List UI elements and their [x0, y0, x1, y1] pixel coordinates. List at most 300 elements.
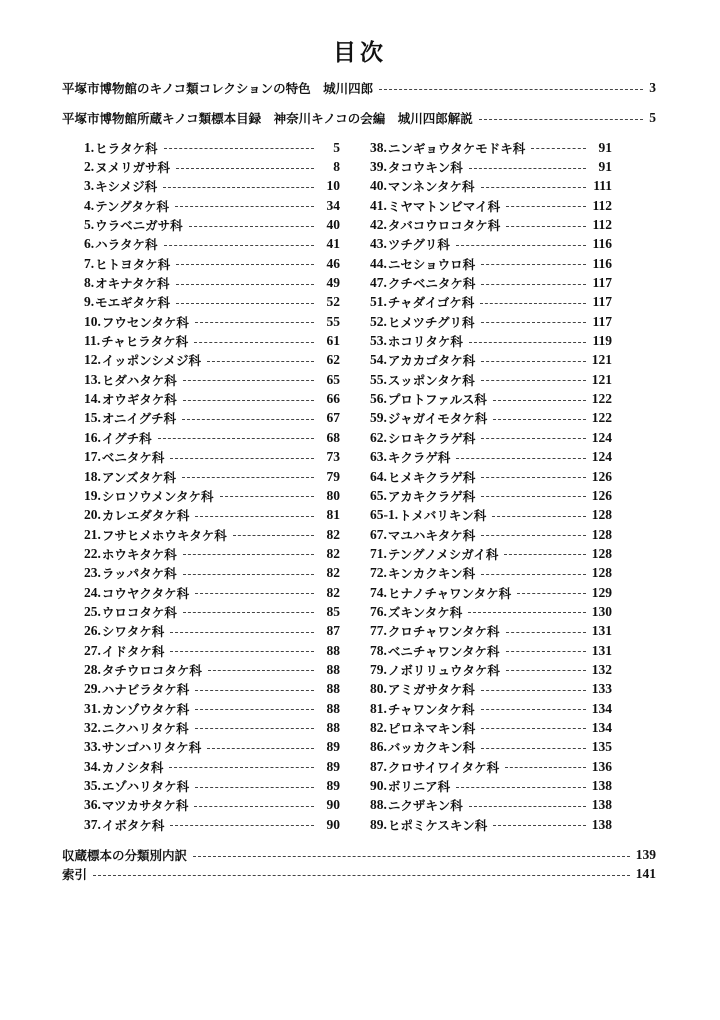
toc-family-row[interactable]	[370, 351, 612, 370]
family-page: 88	[326, 642, 340, 658]
toc-family-row[interactable]	[84, 351, 340, 370]
toc-family-row[interactable]	[84, 544, 340, 563]
family-page: 134	[591, 700, 612, 716]
family-number: 22.	[84, 545, 101, 561]
family-page: 89	[326, 758, 340, 774]
family-name: タコウキン科	[387, 160, 463, 176]
family-page: 119	[592, 333, 612, 349]
family-number: 80.	[370, 681, 387, 697]
family-name: キンカクキン科	[387, 566, 476, 582]
toc-family-row[interactable]	[84, 622, 340, 641]
family-name: イッポンシメジ科	[101, 353, 201, 369]
family-page: 73	[326, 449, 340, 465]
family-number: 55.	[370, 371, 387, 387]
family-number: 3.	[84, 178, 95, 194]
toc-family-row[interactable]	[84, 699, 340, 718]
toc-family-row[interactable]	[370, 776, 612, 795]
dot-leader	[379, 89, 643, 90]
family-number: 44.	[370, 255, 387, 271]
family-name: クチベニタケ科	[387, 276, 476, 292]
family-name: キクラゲ科	[387, 450, 451, 466]
family-page: 79	[326, 468, 340, 484]
family-page: 128	[591, 526, 612, 542]
family-page: 128	[591, 507, 612, 523]
family-number: 65.	[370, 487, 387, 503]
family-page: 91	[598, 139, 612, 155]
toc-family-row[interactable]	[370, 370, 612, 389]
dot-leader	[195, 322, 314, 323]
family-name: ウラベニガサ科	[95, 218, 183, 234]
family-name: イグチ科	[101, 430, 152, 446]
family-name: オキナタケ科	[95, 276, 170, 292]
dot-leader	[207, 748, 314, 749]
family-number: 16.	[84, 429, 101, 445]
toc-family-row[interactable]	[370, 331, 612, 350]
family-number: 17.	[84, 449, 101, 465]
family-page: 124	[591, 429, 612, 445]
family-number: 43.	[370, 236, 387, 252]
toc-family-row[interactable]	[370, 448, 612, 467]
toc-family-row[interactable]	[370, 525, 612, 544]
toc-family-row[interactable]	[84, 486, 340, 505]
dot-leader	[481, 322, 586, 323]
family-page: 88	[326, 719, 340, 735]
family-page: 134	[591, 719, 612, 735]
toc-entry-page: 139	[635, 847, 656, 862]
family-number: 77.	[370, 623, 387, 639]
dot-leader	[163, 187, 314, 188]
family-name: ツチグリ科	[387, 237, 450, 253]
family-page: 117	[592, 313, 612, 329]
toc-entry-page: 141	[635, 866, 656, 881]
dot-leader	[481, 748, 585, 749]
dot-leader	[193, 856, 630, 857]
family-name: イボタケ科	[101, 817, 165, 833]
family-page: 135	[591, 739, 612, 755]
dot-leader	[169, 767, 314, 768]
family-number: 37.	[84, 816, 101, 832]
toc-family-row[interactable]	[370, 293, 612, 312]
toc-entry-classification-breakdown[interactable]	[62, 845, 656, 865]
family-number: 27.	[84, 642, 101, 658]
family-page: 129	[591, 584, 612, 600]
toc-family-row[interactable]	[370, 157, 612, 176]
family-page: 122	[591, 391, 612, 407]
family-number: 8.	[84, 275, 95, 291]
family-name: カレエダタケ科	[101, 508, 190, 524]
dot-leader	[493, 419, 585, 420]
toc-family-row[interactable]	[84, 138, 340, 157]
toc-family-row[interactable]	[370, 641, 612, 660]
toc-family-row[interactable]	[84, 660, 340, 679]
toc-family-row[interactable]	[84, 273, 340, 292]
toc-family-row[interactable]	[370, 409, 612, 428]
toc-entry-page: 3	[649, 80, 656, 95]
toc-family-row[interactable]	[370, 138, 612, 157]
toc-family-row[interactable]	[370, 796, 612, 815]
toc-family-row[interactable]	[370, 467, 612, 486]
dot-leader	[195, 516, 314, 517]
family-number: 82.	[370, 719, 387, 735]
family-number: 88.	[370, 797, 387, 813]
family-number: 15.	[84, 410, 101, 426]
family-number: 67.	[370, 526, 387, 542]
family-page: 112	[592, 197, 612, 213]
family-name: クロサイワイタケ科	[387, 759, 500, 775]
toc-family-row[interactable]	[84, 157, 340, 176]
family-name: サンゴハリタケ科	[101, 740, 202, 756]
toc-family-row[interactable]	[84, 312, 340, 331]
toc-family-row[interactable]	[84, 583, 340, 602]
family-number: 74.	[370, 584, 387, 600]
toc-family-row[interactable]	[84, 680, 340, 699]
family-name: マツカサタケ科	[101, 798, 189, 814]
family-number: 72.	[370, 565, 387, 581]
family-name: スッポンタケ科	[387, 372, 475, 388]
dot-leader	[469, 806, 586, 807]
family-name: ズキンタケ科	[387, 604, 463, 620]
family-number: 42.	[370, 217, 387, 233]
toc-family-row[interactable]	[84, 409, 340, 428]
family-name: タバコウロコタケ科	[387, 218, 501, 234]
family-number: 5.	[84, 217, 95, 233]
toc-family-row[interactable]	[370, 215, 612, 234]
family-number: 31.	[84, 700, 101, 716]
dot-leader	[170, 632, 314, 633]
toc-family-row[interactable]	[370, 815, 612, 834]
dot-leader	[183, 554, 314, 555]
family-page: 87	[326, 623, 340, 639]
family-name: プロトファルス科	[387, 392, 487, 408]
toc-family-row[interactable]	[370, 196, 612, 215]
dot-leader	[517, 593, 586, 594]
dot-leader	[176, 303, 314, 304]
family-name: アンズタケ科	[101, 469, 177, 485]
toc-family-row[interactable]	[84, 428, 340, 447]
family-page: 117	[592, 275, 612, 291]
family-page: 40	[326, 217, 340, 233]
toc-family-row[interactable]	[370, 718, 612, 737]
dot-leader	[182, 477, 314, 478]
family-number: 11.	[84, 333, 101, 349]
toc-family-row[interactable]	[84, 815, 340, 834]
dot-leader	[481, 496, 585, 497]
toc-family-row[interactable]	[84, 235, 340, 254]
dot-leader	[456, 245, 586, 246]
family-page: 5	[333, 139, 340, 155]
family-page: 61	[326, 333, 340, 349]
toc-family-row[interactable]	[84, 525, 340, 544]
toc-entry-collection-features[interactable]	[62, 78, 656, 98]
dot-leader	[195, 593, 314, 594]
toc-family-row[interactable]	[370, 486, 612, 505]
family-page: 88	[326, 700, 340, 716]
family-page: 46	[326, 255, 340, 271]
family-name: ヌメリガサ科	[95, 160, 171, 176]
toc-family-row[interactable]	[84, 506, 340, 525]
family-name: ピロネマキン科	[387, 720, 476, 736]
family-number: 52.	[370, 313, 387, 329]
page-title: 目次	[333, 40, 387, 66]
dot-leader	[504, 554, 585, 555]
family-name: シロキクラゲ科	[387, 430, 476, 446]
family-page: 10	[326, 178, 340, 194]
dot-leader	[481, 728, 585, 729]
toc-family-row[interactable]	[370, 544, 612, 563]
family-name: ヒナノチャワンタケ科	[387, 585, 512, 601]
toc-family-row[interactable]	[84, 254, 340, 273]
family-page: 82	[326, 526, 340, 542]
toc-family-row[interactable]	[370, 312, 612, 331]
dot-leader	[183, 380, 314, 381]
family-page: 91	[598, 159, 612, 175]
family-page: 138	[591, 797, 612, 813]
family-name: ニンギョウタケモドキ科	[387, 140, 526, 156]
family-number: 1.	[84, 139, 95, 155]
dot-leader	[170, 825, 314, 826]
family-page: 117	[592, 294, 612, 310]
dot-leader	[531, 148, 586, 149]
family-page: 80	[326, 487, 340, 503]
toc-entry-page: 5	[649, 110, 656, 125]
family-number: 89.	[370, 816, 387, 832]
dot-leader	[480, 303, 586, 304]
family-page: 34	[326, 197, 340, 213]
family-page: 128	[591, 545, 612, 561]
dot-leader	[505, 767, 586, 768]
toc-family-row[interactable]	[370, 254, 612, 273]
family-number: 34.	[84, 758, 101, 774]
family-number: 64.	[370, 468, 387, 484]
family-name: モエギタケ科	[95, 295, 171, 311]
family-page: 136	[591, 758, 612, 774]
family-name: マユハキタケ科	[387, 527, 476, 543]
dot-leader	[189, 226, 314, 227]
toc-family-row[interactable]	[84, 641, 340, 660]
dot-leader	[493, 825, 585, 826]
toc-family-row[interactable]	[370, 738, 612, 757]
family-number: 35.	[84, 778, 101, 794]
family-number: 40.	[370, 178, 387, 194]
family-name: ベニタケ科	[101, 450, 165, 466]
toc-family-row[interactable]	[370, 680, 612, 699]
family-page: 124	[591, 449, 612, 465]
dot-leader	[481, 187, 586, 188]
dot-leader	[195, 709, 314, 710]
family-page: 82	[326, 584, 340, 600]
family-page: 133	[591, 681, 612, 697]
family-page: 82	[326, 545, 340, 561]
dot-leader	[233, 535, 314, 536]
family-name: シロソウメンタケ科	[101, 488, 214, 504]
family-name: ハナビラタケ科	[101, 682, 190, 698]
dot-leader	[456, 458, 585, 459]
toc-family-row[interactable]	[84, 718, 340, 737]
family-number: 7.	[84, 255, 95, 271]
family-name: ハラタケ科	[95, 237, 158, 253]
dot-leader	[220, 496, 314, 497]
toc-family-row[interactable]	[370, 757, 612, 776]
toc-family-row[interactable]	[84, 602, 340, 621]
dot-leader	[195, 690, 314, 691]
family-name: ヒポミケスキン科	[387, 817, 488, 833]
toc-family-row[interactable]	[84, 564, 340, 583]
toc-family-row[interactable]	[370, 699, 612, 718]
toc-family-row[interactable]	[370, 564, 612, 583]
family-name: ノボリリュウタケ科	[387, 662, 500, 678]
toc-family-row[interactable]	[84, 448, 340, 467]
dot-leader	[506, 651, 586, 652]
toc-family-row[interactable]	[370, 428, 612, 447]
family-list-left	[84, 138, 340, 834]
family-name: ヒラタケ科	[95, 140, 158, 156]
family-number: 14.	[84, 391, 101, 407]
dot-leader	[158, 438, 314, 439]
family-number: 6.	[84, 236, 95, 252]
family-page: 90	[326, 816, 340, 832]
family-number: 41.	[370, 197, 387, 213]
dot-leader	[506, 670, 586, 671]
family-number: 59.	[370, 410, 387, 426]
family-name: ニセショウロ科	[387, 256, 476, 272]
family-page: 130	[591, 603, 612, 619]
family-number: 23.	[84, 565, 101, 581]
family-page: 121	[591, 352, 612, 368]
dot-leader	[492, 516, 585, 517]
dot-leader	[481, 284, 586, 285]
dot-leader	[506, 632, 586, 633]
toc-entry-index[interactable]	[62, 864, 656, 884]
toc-family-row[interactable]	[84, 196, 340, 215]
family-page: 52	[326, 294, 340, 310]
family-name: ヒトヨタケ科	[95, 256, 171, 272]
toc-entry-title: 平塚市博物館所蔵キノコ類標本目録 神奈川キノコの会編 城川四郎解説	[62, 111, 473, 126]
family-number: 90.	[370, 778, 387, 794]
family-page: 121	[591, 371, 612, 387]
toc-family-row[interactable]	[84, 467, 340, 486]
dot-leader	[183, 612, 314, 613]
toc-family-row[interactable]	[84, 215, 340, 234]
family-page: 138	[591, 816, 612, 832]
family-number: 12.	[84, 352, 101, 368]
family-page: 126	[591, 487, 612, 503]
family-page: 49	[326, 275, 340, 291]
family-number: 86.	[370, 739, 387, 755]
family-number: 81.	[370, 700, 387, 716]
family-page: 116	[592, 255, 612, 271]
family-page: 81	[326, 507, 340, 523]
family-name: ラッパタケ科	[101, 566, 177, 582]
toc-entry-specimen-catalog[interactable]	[62, 108, 656, 128]
toc-entry-title: 平塚市博物館のキノコ類コレクションの特色 城川四郎	[62, 81, 374, 96]
family-number: 56.	[370, 391, 387, 407]
toc-family-row[interactable]	[370, 660, 612, 679]
family-page: 126	[591, 468, 612, 484]
family-name: ベニチャワンタケ科	[387, 643, 500, 659]
family-name: テングノメシガイ科	[387, 546, 499, 562]
toc-family-row[interactable]	[370, 583, 612, 602]
toc-family-row[interactable]	[84, 331, 340, 350]
toc-family-row[interactable]	[84, 293, 340, 312]
dot-leader	[468, 612, 585, 613]
toc-family-row[interactable]	[84, 389, 340, 408]
toc-family-row[interactable]	[370, 235, 612, 254]
family-name: ジャガイモタケ科	[387, 411, 488, 427]
family-name: トメバリキン科	[399, 508, 487, 524]
family-page: 131	[591, 642, 612, 658]
family-name: フサヒメホウキタケ科	[101, 527, 227, 543]
toc-family-row[interactable]	[370, 602, 612, 621]
toc-family-row[interactable]	[84, 796, 340, 815]
family-page: 138	[591, 778, 612, 794]
dot-leader	[481, 438, 585, 439]
toc-family-row[interactable]	[370, 389, 612, 408]
toc-family-row[interactable]	[84, 776, 340, 795]
family-name: アカキクラゲ科	[387, 488, 476, 504]
family-page: 116	[592, 236, 612, 252]
toc-family-row[interactable]	[84, 370, 340, 389]
family-name: チャワンタケ科	[387, 701, 475, 717]
dot-leader	[481, 380, 586, 381]
family-page: 55	[326, 313, 340, 329]
dot-leader	[164, 245, 314, 246]
dot-leader	[194, 342, 314, 343]
family-number: 79.	[370, 661, 387, 677]
family-page: 132	[591, 661, 612, 677]
dot-leader	[175, 206, 314, 207]
family-number: 38.	[370, 139, 387, 155]
toc-family-row[interactable]	[370, 177, 612, 196]
family-number: 28.	[84, 661, 101, 677]
family-page: 82	[326, 565, 340, 581]
family-name: チャダイゴケ科	[387, 295, 475, 311]
family-page: 65	[326, 371, 340, 387]
family-page: 122	[591, 410, 612, 426]
dot-leader	[506, 226, 586, 227]
dot-leader	[195, 787, 314, 788]
dot-leader	[481, 535, 585, 536]
family-name: カノシタ科	[101, 759, 164, 775]
dot-leader	[176, 264, 314, 265]
family-name: ウロコタケ科	[101, 604, 177, 620]
toc-family-row[interactable]	[84, 177, 340, 196]
family-list-right	[370, 138, 612, 834]
family-page: 68	[326, 429, 340, 445]
toc-family-row[interactable]	[84, 757, 340, 776]
family-number: 13.	[84, 371, 101, 387]
family-number: 47.	[370, 275, 387, 291]
dot-leader	[481, 709, 586, 710]
toc-family-row[interactable]	[370, 273, 612, 292]
family-number: 53.	[370, 333, 387, 349]
family-name: シワタケ科	[101, 624, 165, 640]
family-name: バッカクキン科	[387, 740, 476, 756]
family-name: ミヤマトンビマイ科	[387, 198, 501, 214]
family-number: 21.	[84, 526, 101, 542]
family-number: 10.	[84, 313, 101, 329]
family-name: オニイグチ科	[101, 411, 177, 427]
toc-family-row[interactable]	[84, 738, 340, 757]
family-name: ホコリタケ科	[387, 334, 463, 350]
toc-family-row[interactable]	[370, 506, 612, 525]
dot-leader	[481, 477, 585, 478]
dot-leader	[93, 875, 630, 876]
dot-leader	[170, 651, 314, 652]
family-number: 18.	[84, 468, 101, 484]
toc-family-row[interactable]	[370, 622, 612, 641]
family-name: キシメジ科	[95, 179, 158, 195]
family-page: 131	[591, 623, 612, 639]
